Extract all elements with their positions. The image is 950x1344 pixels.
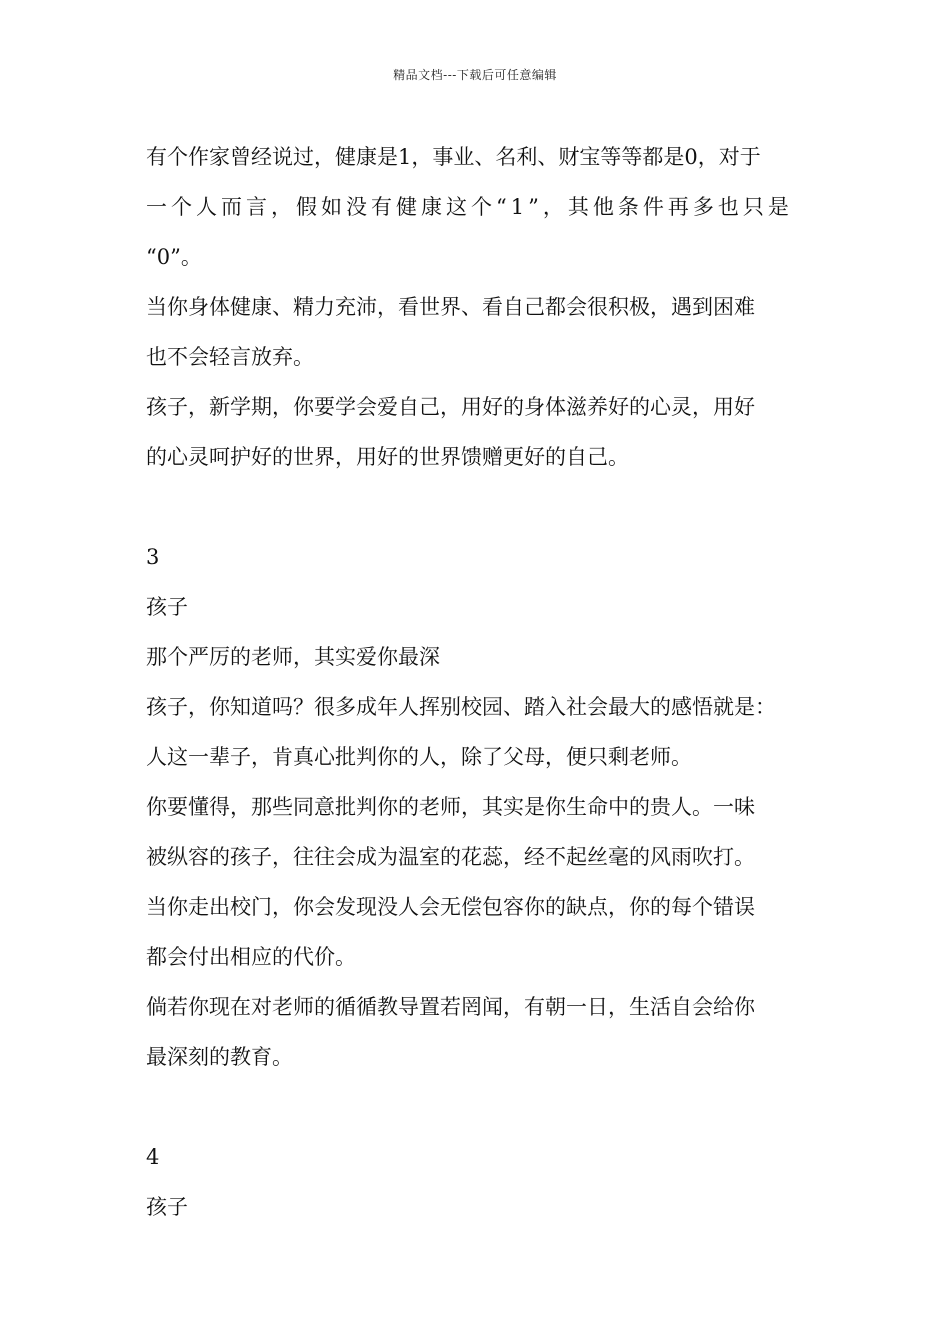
paragraph-line: 都会付出相应的代价。 — [146, 945, 356, 969]
blank-line — [146, 1082, 816, 1132]
paragraph-line: 一个人而言，假如没有健康这个“1”，其他条件再多也只是 — [146, 195, 793, 219]
section-number: 4 — [146, 1145, 160, 1169]
paragraph-line: 你要懂得，那些同意批判你的老师，其实是你生命中的贵人。一味 — [146, 795, 755, 819]
paragraph-line: 倘若你现在对老师的循循教导置若罔闻，有朝一日，生活自会给你 — [146, 995, 755, 1019]
paragraph-line: 的心灵呵护好的世界，用好的世界馈赠更好的自己。 — [146, 445, 629, 469]
page-header: 精品文档---下载后可任意编辑 — [393, 68, 557, 82]
paragraph-line: 当你走出校门，你会发现没人会无偿包容你的缺点，你的每个错误 — [146, 895, 755, 919]
section-subtitle: 那个严厉的老师，其实爱你最深 — [146, 645, 440, 669]
document-body — [146, 132, 816, 1232]
section-heading: 孩子 — [146, 1195, 188, 1219]
paragraph-line: “0”。 — [146, 245, 202, 269]
section-number: 3 — [146, 545, 160, 569]
paragraph-line: 孩子，你知道吗？很多成年人挥别校园、踏入社会最大的感悟就是： — [146, 695, 776, 719]
paragraph-line: 被纵容的孩子，往往会成为温室的花蕊，经不起丝毫的风雨吹打。 — [146, 845, 755, 869]
section-heading: 孩子 — [146, 595, 188, 619]
paragraph-line: 有个作家曾经说过，健康是1，事业、名利、财宝等等都是0，对于 — [146, 145, 761, 169]
blank-line — [146, 482, 816, 532]
paragraph-line: 当你身体健康、精力充沛，看世界、看自己都会很积极，遇到困难 — [146, 295, 755, 319]
paragraph-line: 孩子，新学期，你要学会爱自己，用好的身体滋养好的心灵，用好 — [146, 395, 755, 419]
paragraph-line: 人这一辈子，肯真心批判你的人，除了父母，便只剩老师。 — [146, 745, 692, 769]
paragraph-line: 最深刻的教育。 — [146, 1045, 293, 1069]
paragraph-line: 也不会轻言放弃。 — [146, 345, 314, 369]
